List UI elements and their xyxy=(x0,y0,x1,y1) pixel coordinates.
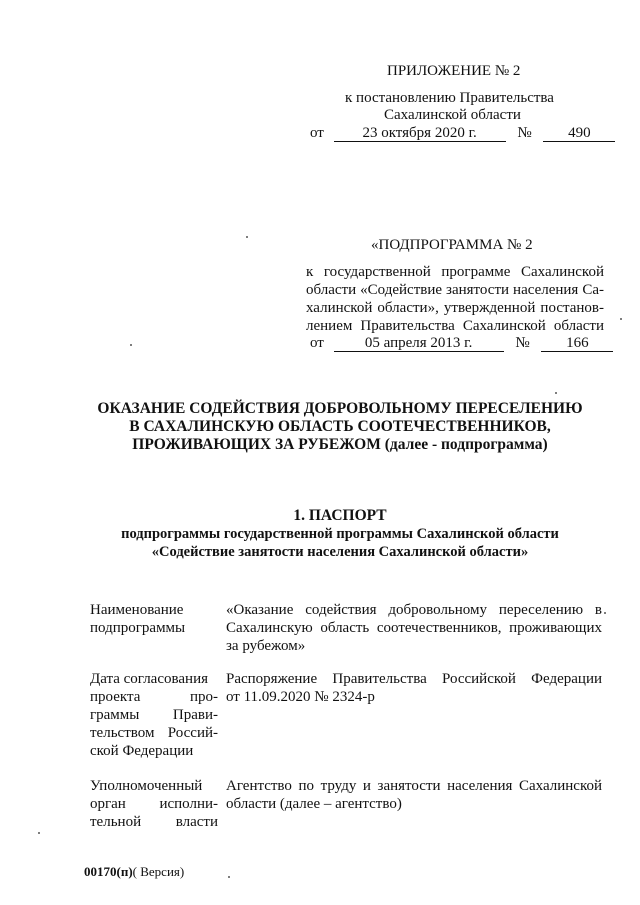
label-line: тельной власти xyxy=(90,814,218,830)
passport-title: 1. ПАСПОРТ xyxy=(293,507,387,524)
footer xyxy=(84,864,184,880)
label-line: граммы Прави- xyxy=(90,707,218,723)
value-line: Распоряжение Правительства Российской Федерации xyxy=(226,671,602,687)
appendix-line-1: к постановлению Правительства xyxy=(345,90,554,106)
label-line: Наименование xyxy=(90,602,184,618)
subprogram-date: 05 апреля 2013 г. xyxy=(334,335,504,352)
row-value-name xyxy=(226,601,602,655)
number-label: № xyxy=(517,125,532,141)
scan-speck xyxy=(604,612,606,614)
passport-subtitle-1: подпрограммы государственной программы Сахалинской области xyxy=(121,526,559,542)
label-line: проекта про- xyxy=(90,689,218,705)
label-line: Уполномоченный xyxy=(90,778,203,794)
label-line: ской Федерации xyxy=(90,743,194,759)
subprogram-line: лением Правительства Сахалинской области xyxy=(306,318,604,334)
row-value-approval-date xyxy=(226,670,602,706)
main-title-line: В САХАЛИНСКУЮ ОБЛАСТЬ СООТЕЧЕСТВЕННИКОВ, xyxy=(129,418,551,435)
scan-speck xyxy=(620,318,622,320)
scan-speck xyxy=(246,236,248,238)
from-label: от xyxy=(310,335,324,351)
passport-subtitle-2: «Содействие занятости населения Сахалинской области» xyxy=(151,544,529,560)
subprogram-line: области «Содействие занятости населения Са- xyxy=(306,282,604,298)
scan-speck xyxy=(555,392,557,394)
passport-heading xyxy=(60,507,620,561)
subprogram-date-line xyxy=(310,334,613,352)
row-label-authority xyxy=(90,777,218,831)
subprogram-title: «ПОДПРОГРАММА № 2 xyxy=(371,237,533,253)
value-line: области (далее – агентство) xyxy=(226,796,402,812)
appendix-number: 490 xyxy=(543,125,615,142)
label-line: тельством Россий- xyxy=(90,725,218,741)
scan-speck xyxy=(38,832,40,834)
row-label-approval-date xyxy=(90,670,218,760)
value-line: Агентство по труду и занятости населения Сахалинской xyxy=(226,778,602,794)
subprogram-description xyxy=(306,263,604,335)
row-value-authority xyxy=(226,777,602,813)
main-title-line: ПРОЖИВАЮЩИХ ЗА РУБЕЖОМ (далее - подпрограмма) xyxy=(132,436,548,453)
subprogram-number: 166 xyxy=(541,335,613,352)
value-line: «Оказание содействия добровольному переселению в xyxy=(226,602,602,618)
value-line: от 11.09.2020 № 2324-р xyxy=(226,689,375,705)
appendix-date: 23 октября 2020 г. xyxy=(334,125,506,142)
from-label: от xyxy=(310,125,324,141)
subprogram-line: халинской области», утвержденной постанов- xyxy=(306,300,604,316)
main-title-line: ОКАЗАНИЕ СОДЕЙСТВИЯ ДОБРОВОЛЬНОМУ ПЕРЕСЕЛЕНИЮ xyxy=(97,400,583,417)
footer-code: 00170(п) xyxy=(84,864,133,879)
scan-speck xyxy=(130,344,132,346)
appendix-title: ПРИЛОЖЕНИЕ № 2 xyxy=(387,63,521,79)
value-line: Сахалинскую область соотечественников, проживающих xyxy=(226,620,602,636)
label-line: подпрограммы xyxy=(90,620,186,636)
footer-version: ( Версия) xyxy=(132,864,185,879)
row-label-name xyxy=(90,601,218,637)
main-title xyxy=(60,400,620,454)
appendix-line-2: Сахалинской области xyxy=(384,107,521,123)
subprogram-line: к государственной программе Сахалинской xyxy=(306,264,604,280)
label-line: Дата согласования xyxy=(90,671,208,687)
value-line: за рубежом» xyxy=(226,638,306,654)
label-line: орган исполни- xyxy=(90,796,218,812)
appendix-date-line xyxy=(310,124,615,142)
scan-speck xyxy=(228,876,230,878)
number-label: № xyxy=(515,335,530,351)
